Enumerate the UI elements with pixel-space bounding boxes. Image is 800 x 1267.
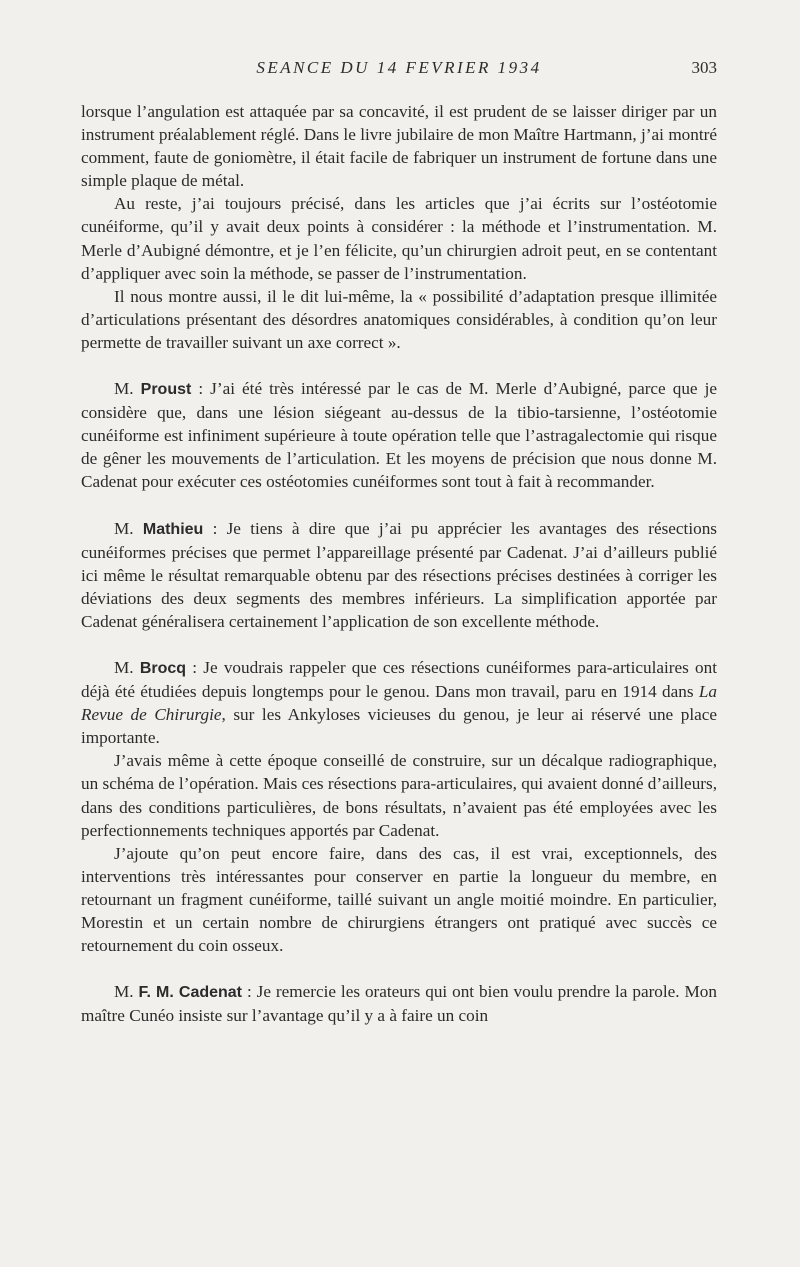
paragraph-text: : Je remercie les orateurs qui ont bien voulu prendre la parole. Mon maître Cunéo insiste sur l’avantage qu’il y a à faire un coin bbox=[81, 982, 717, 1026]
paragraph-text: lorsque l’angulation est attaquée par sa concavité, il est prudent de se laisser diriger par un instrument préalablement réglé. Dans le livre jubilaire de mon Maître Hartmann, j’ai montré comment, faute de goniomètre, il était facile de fabriquer un instrument de fortune dans une simple plaque de métal. bbox=[81, 102, 717, 191]
paragraph bbox=[81, 285, 717, 354]
speaker-prefix: M. bbox=[114, 518, 143, 538]
speaker-name: Brocq bbox=[139, 659, 187, 677]
speaker-paragraph-mathieu bbox=[81, 517, 717, 633]
speaker-paragraph-cadenat bbox=[81, 980, 717, 1027]
speaker-name: F. M. Cadenat bbox=[138, 984, 243, 1002]
paragraph-text: J’avais même à cette époque conseillé de construire, sur un décalque radiographique, un schéma de l’opération. Mais ces résections para-articulaires, qui avaient donné d’ailleurs, dans des conditions particulières, de bons résultats, n’avaient pas été employées avec les perfectionnements techniques apportés par Cadenat. bbox=[81, 751, 717, 840]
speaker-prefix: M. bbox=[114, 379, 141, 399]
page-number: 303 bbox=[691, 58, 717, 77]
journal-title: La Revue de Chirurgie bbox=[81, 682, 717, 725]
speaker-prefix: M. bbox=[114, 657, 140, 677]
paragraph-text: : Je tiens à dire que j’ai pu apprécier les avantages des résections cunéiformes précises que permet l’appareillage présenté par Cadenat. J’ai d’ailleurs publié ici même le résultat remarquable obtenu par des résections précises destinées à corriger les déviations des deux segments des membres inférieurs. La simplification apportée par Cadenat généralisera certainement l’application de son excellente méthode. bbox=[81, 518, 717, 631]
running-header bbox=[81, 58, 717, 82]
paragraph-text: : J’ai été très intéressé par le cas de M. Merle d’Aubigné, parce que je considère que, dans une lésion siégeant au-dessus de la tibio-tarsienne, l’ostéotomie cunéiforme est infiniment supérieure à toute opération telle que l’astragalectomie qui risque de gêner les mouvements de l’articulation. Et les moyens de précision que nous donne M. Cadenat pour exécuter ces ostéotomies cunéiformes sont tout à fait à recommander. bbox=[81, 379, 717, 492]
speaker-paragraph-brocq bbox=[81, 656, 717, 749]
paragraph-text: , sur les Ankyloses vicieuses du genou, je leur ai réservé une place importante. bbox=[81, 705, 717, 748]
article-body bbox=[81, 100, 717, 1027]
paragraph bbox=[81, 192, 717, 284]
paragraph-text: Au reste, j’ai toujours précisé, dans les articles que j’ai écrits sur l’ostéotomie cunéiforme, qu’il y avait deux points à considérer : la méthode et l’instrumentation. M. Merle d’Aubigné démontre, et je l’en félicite, qu’un chirurgien adroit peut, en se contentant d’appliquer avec soin la méthode, se passer de l’instrumentation. bbox=[81, 194, 717, 283]
speaker-paragraph-proust bbox=[81, 377, 717, 493]
paragraph bbox=[81, 749, 717, 841]
paragraph bbox=[81, 100, 717, 192]
speaker-name: Mathieu bbox=[142, 520, 204, 538]
paragraph bbox=[81, 842, 717, 957]
speaker-name: Proust bbox=[140, 381, 192, 399]
paragraph-text: : Je voudrais rappeler que ces résections cunéiformes para-articulaires ont déjà été étudiées depuis longtemps pour le genou. Dans mon travail, paru en 1914 dans bbox=[81, 657, 717, 702]
header-title: SEANCE DU 14 FEVRIER 1934 bbox=[256, 58, 542, 77]
paragraph-text: Il nous montre aussi, il le dit lui-même, la « possibilité d’adaptation presque illimitée d’articulations présentant des désordres anatomiques considérables, à condition qu’on leur permette de travailler suivant un axe correct ». bbox=[81, 286, 717, 352]
speaker-prefix: M. bbox=[114, 982, 139, 1002]
paragraph-text: J’ajoute qu’on peut encore faire, dans des cas, il est vrai, exceptionnels, des interventions très intéressantes pour conserver en partie la longueur du membre, en retournant un fragment cunéiforme, taillé suivant un angle moitié moindre. En particulier, Morestin et un certain nombre de chirurgiens étrangers ont pratiqué avec succès ce retournement du coin osseux. bbox=[81, 843, 717, 956]
